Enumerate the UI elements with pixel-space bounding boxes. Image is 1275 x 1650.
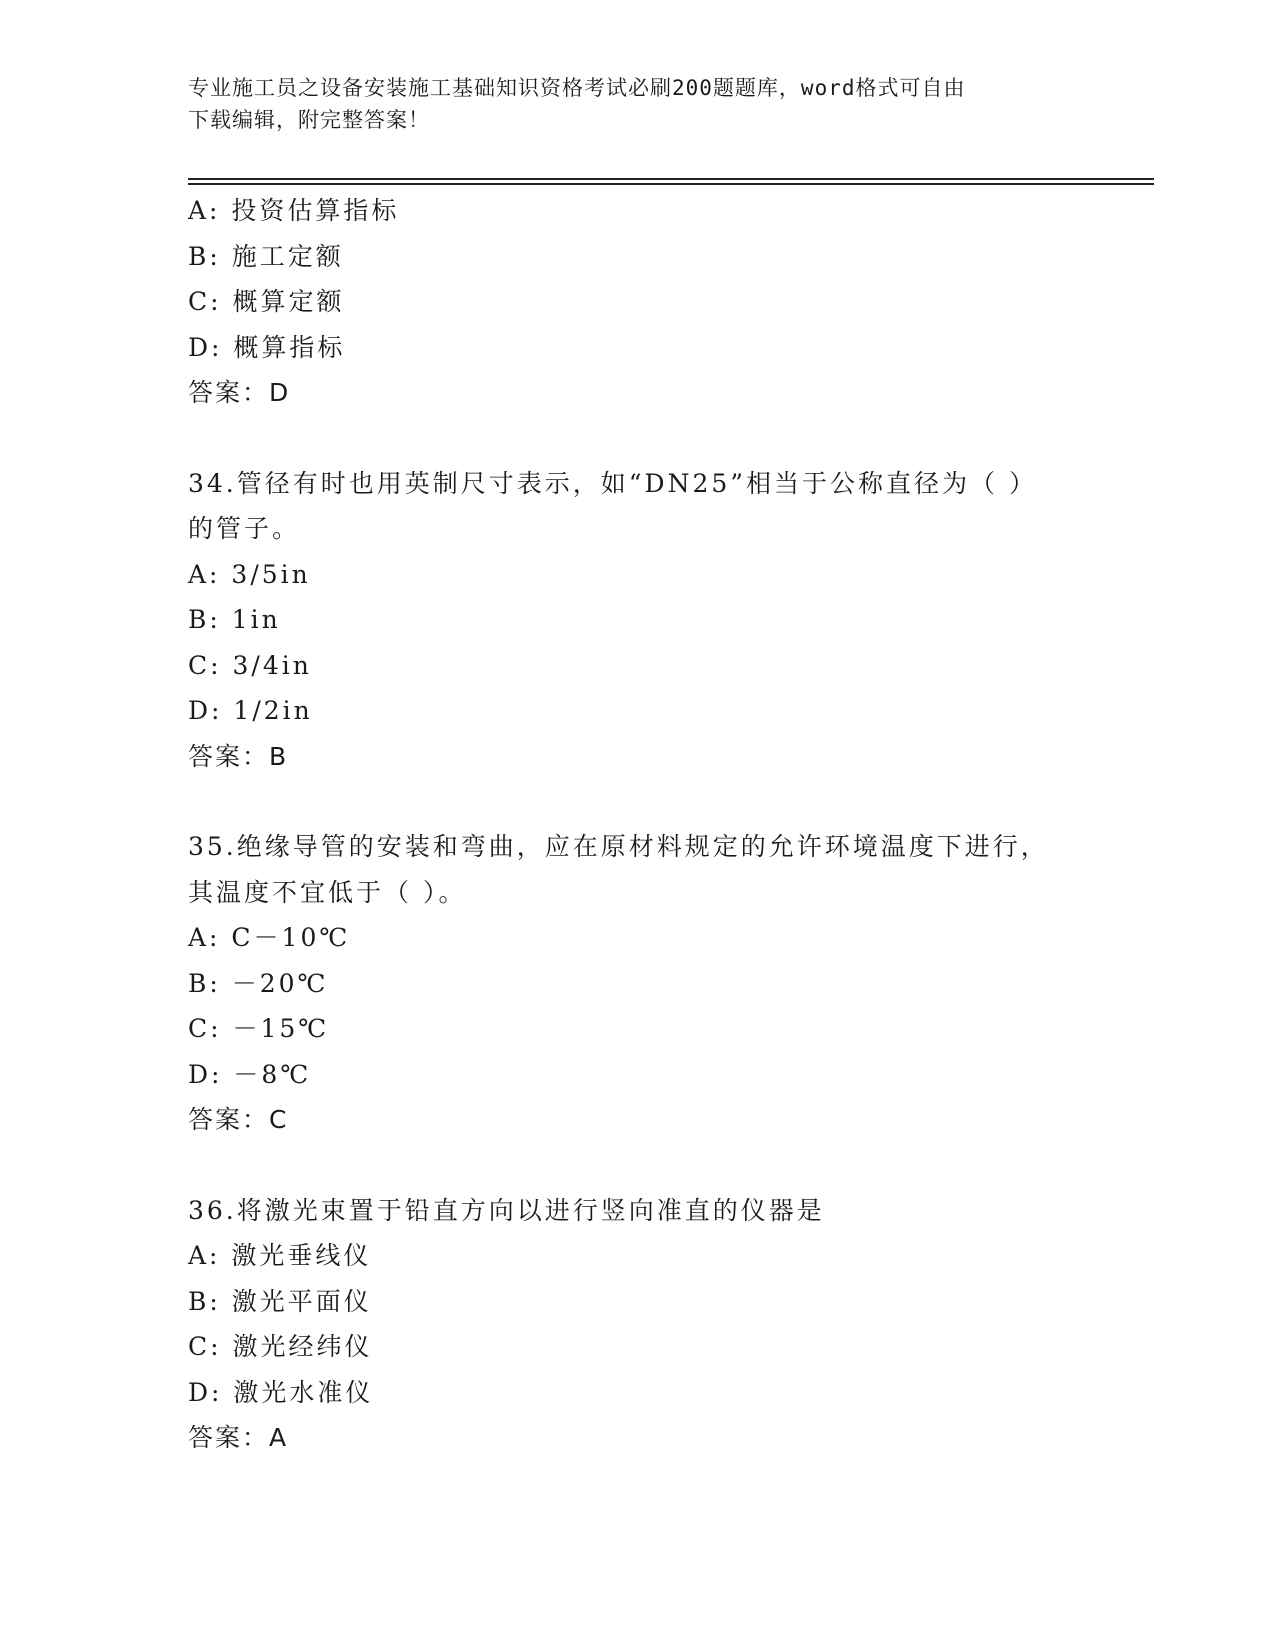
option-a: A: 投资估算指标 bbox=[188, 196, 400, 225]
question-stem-line: 35.绝缘导管的安装和弯曲，应在原材料规定的允许环境温度下进行， bbox=[188, 832, 1049, 861]
question-stem-line: 其温度不宜低于（ ）。 bbox=[188, 877, 467, 907]
header-line-2: 下载编辑，附完整答案！ bbox=[188, 108, 430, 132]
option-c: C: 概算定额 bbox=[188, 287, 345, 316]
question-stem-line: 34.管径有时也用英制尺寸表示，如“DN25”相当于公称直径为（ ） bbox=[188, 468, 1037, 498]
document-header bbox=[188, 72, 1068, 136]
option-a: A: C－10℃ bbox=[188, 923, 351, 952]
header-line-1: 专业施工员之设备安装施工基础知识资格考试必刷200题题库，word格式可自由 bbox=[188, 76, 966, 100]
answer-line: 答案：D bbox=[188, 378, 291, 407]
question-stem-line: 的管子。 bbox=[188, 514, 301, 543]
option-c: C: 3/4in bbox=[188, 650, 312, 680]
answer-line: 答案：A bbox=[188, 1423, 289, 1452]
option-d: D: 概算指标 bbox=[188, 332, 346, 362]
question-stem-line: 36.将激光束置于铅直方向以进行竖向准直的仪器是 bbox=[188, 1195, 825, 1225]
header-divider-bottom bbox=[188, 183, 1154, 185]
option-b: B: －20℃ bbox=[188, 968, 329, 998]
option-c: C: 激光经纬仪 bbox=[188, 1332, 373, 1361]
option-a: A: 3/5in bbox=[188, 559, 311, 589]
option-b: B: 激光平面仪 bbox=[188, 1286, 372, 1316]
question-block bbox=[188, 188, 1088, 416]
answer-line: 答案：B bbox=[188, 741, 289, 771]
header-divider-top bbox=[188, 178, 1154, 180]
option-b: B: 1in bbox=[188, 605, 281, 634]
question-block bbox=[188, 1188, 1088, 1461]
option-d: D: 1/2in bbox=[188, 696, 313, 725]
option-d: D: 激光水准仪 bbox=[188, 1377, 374, 1407]
option-b: B: 施工定额 bbox=[188, 241, 344, 271]
question-list bbox=[188, 188, 1088, 1461]
option-c: C: －15℃ bbox=[188, 1014, 330, 1043]
option-a: A: 激光垂线仪 bbox=[188, 1241, 372, 1270]
answer-line: 答案：C bbox=[188, 1105, 289, 1134]
option-d: D: －8℃ bbox=[188, 1059, 312, 1089]
question-block bbox=[188, 461, 1088, 780]
question-block bbox=[188, 824, 1088, 1143]
